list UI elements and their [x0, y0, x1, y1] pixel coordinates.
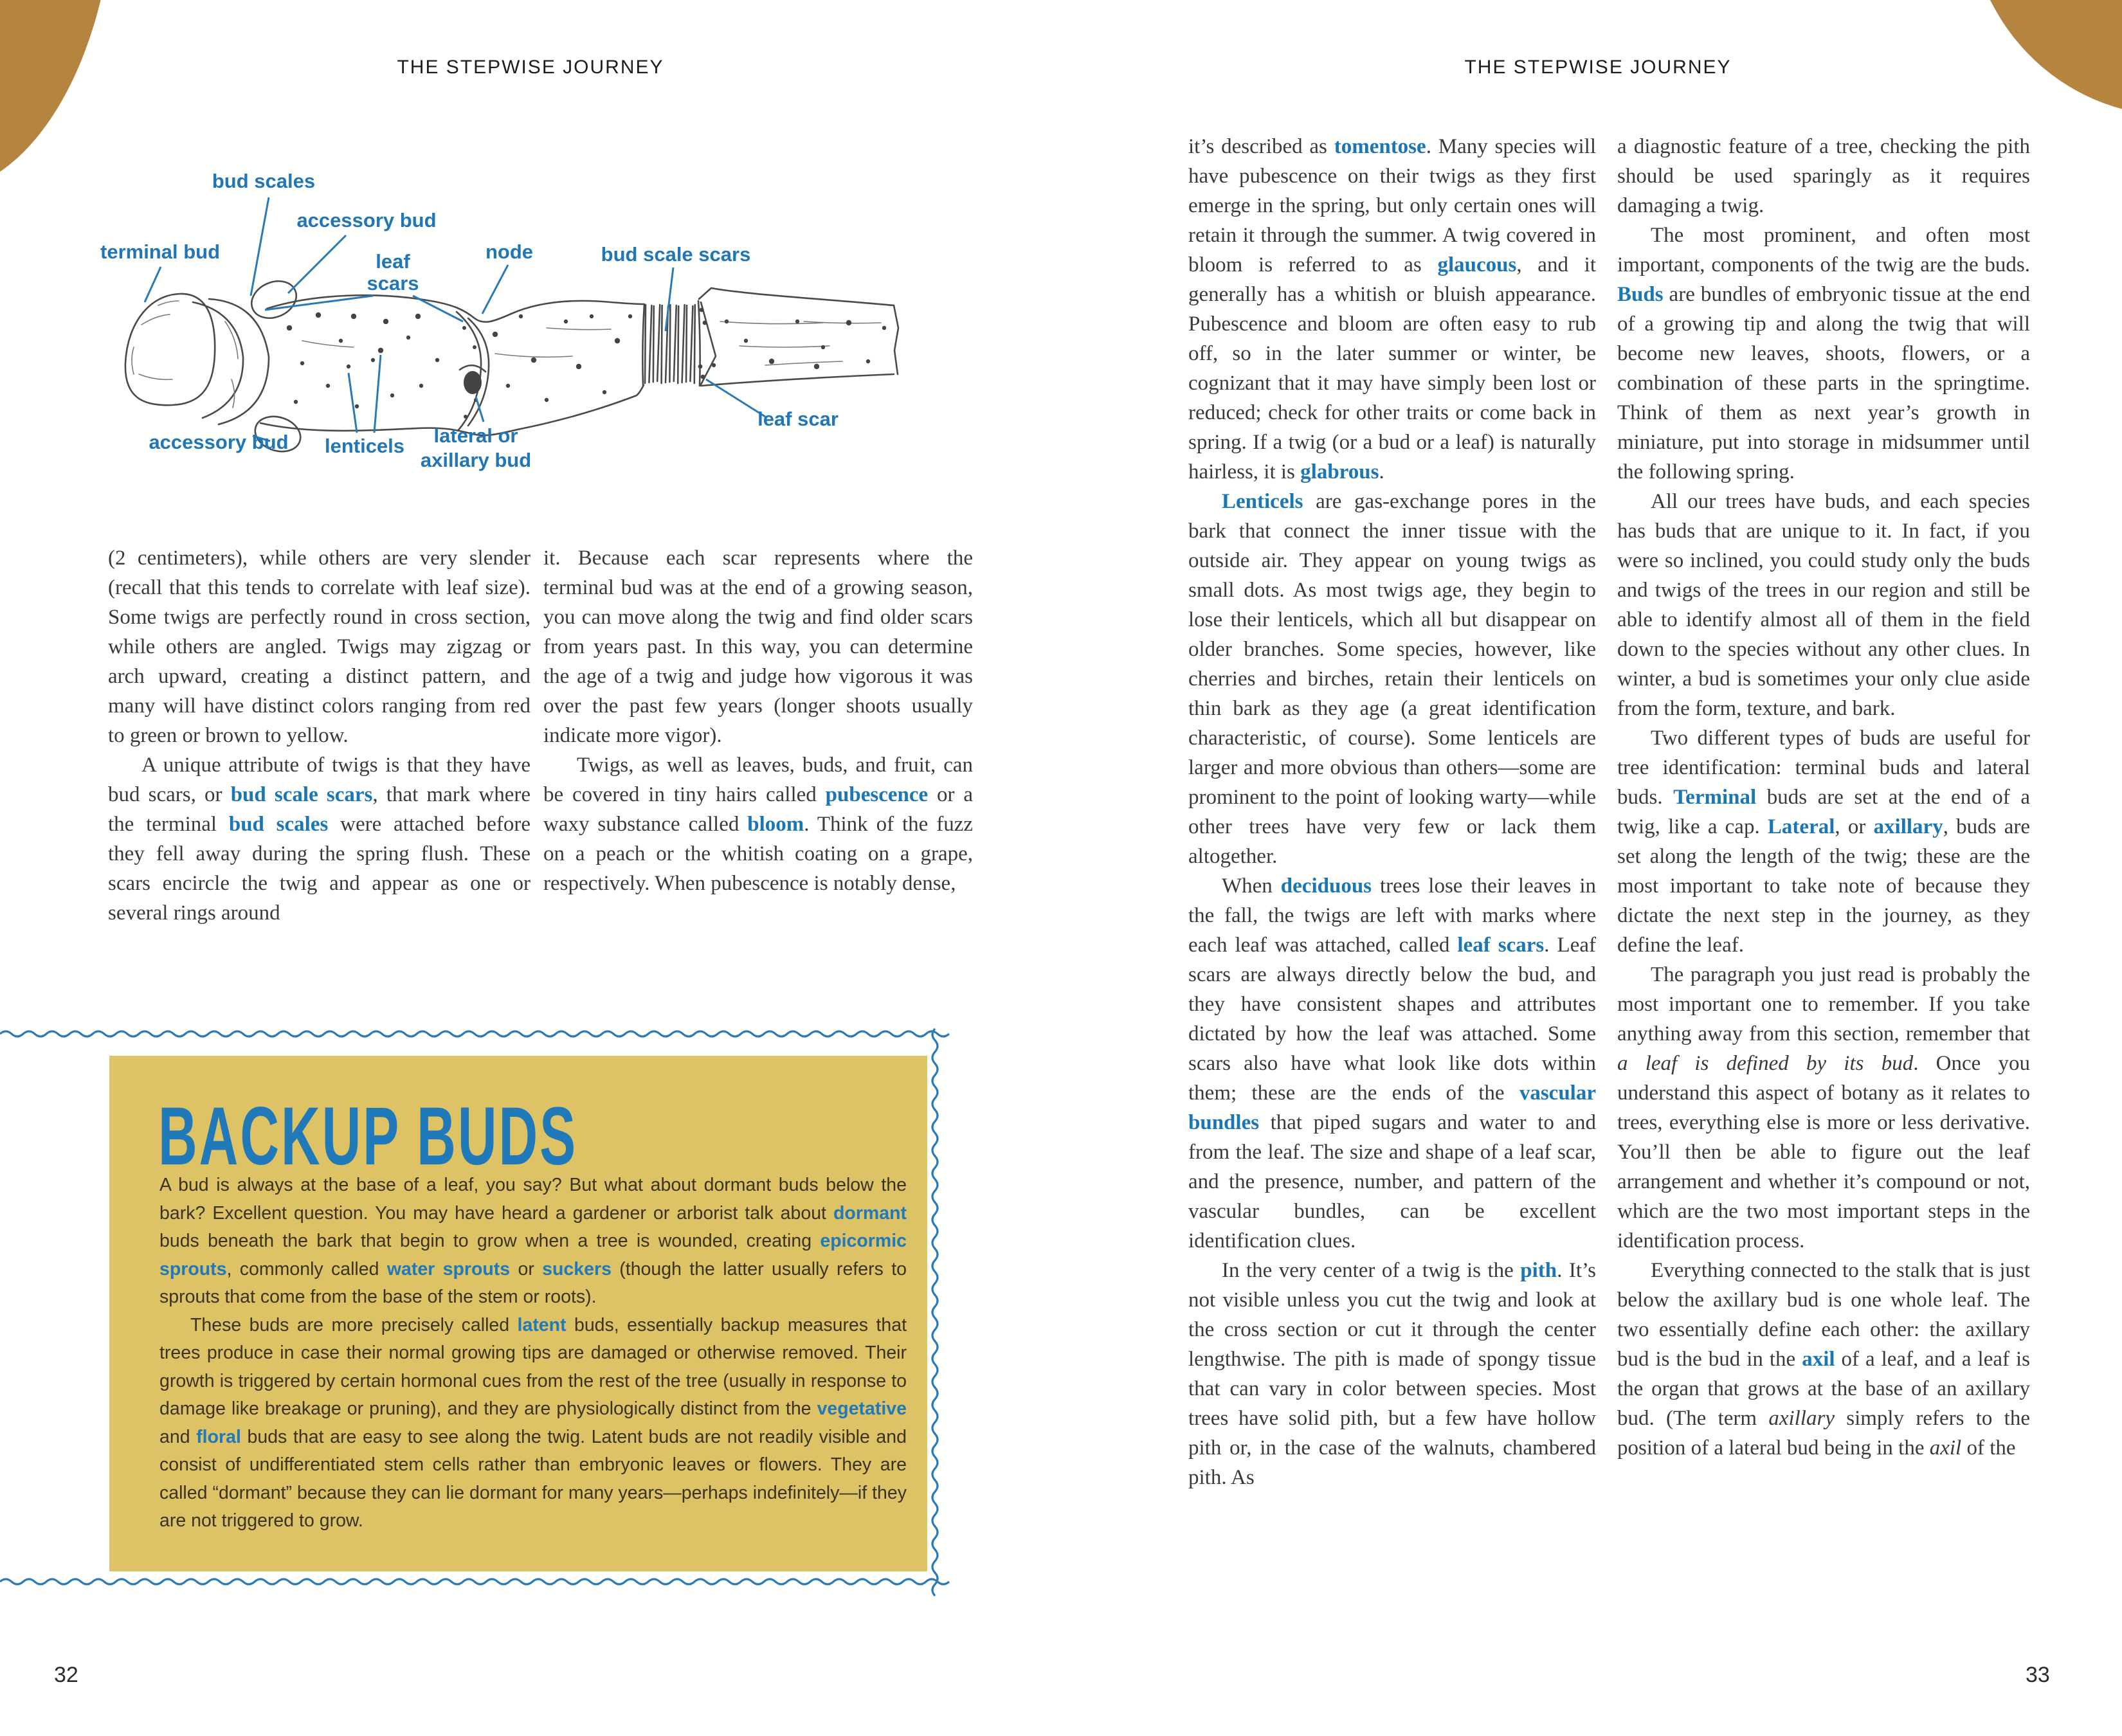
- diagram-label-bud-scale-scars: bud scale scars: [601, 243, 751, 266]
- running-head-left: THE STEPWISE JOURNEY: [397, 57, 664, 78]
- backup-buds-text: A bud is always at the base of a leaf, you say? But what about dormant buds below the bark? Excellent question. You may have heard a gardener or arborist talk about dormant buds beneath the bark that begin to grow when a tree is wounded, creating epicormic sprouts, commonly called water sprouts or suckers (though the latter usually refers to sprouts that come from the base of the stem or roots). These buds are more precisely called latent buds, essentially backup measures that trees produce in case their normal growing tips are damaged or otherwise removed. Their growth is triggered by certain hormonal cues from the rest of the tree (usually in response to damage like breakage or pruning), and they are physiologically distinct from the vegetative and floral buds that are easy to see along the twig. Latent buds are not readily visible and consist of undifferentiated stem cells rather than embryonic leaves or flowers. They are called “dormant” because they can lie dormant for many years—perhaps indefinitely—if they are not triggered to grow.: [159, 1175, 907, 1531]
- left-page-column-2: it. Because each scar represents where the terminal bud was at the end of a growing season, you can move along the twig and find older scars from years past. In this way, you can determine the age of a twig and judge how vigorous it was over the past few years (longer shoots usually indicate more vigor). Twigs, as well as leaves, buds, and fruit, can be covered in tiny hairs called pubescence or a waxy substance called bloom. Think of the fuzz on a peach or the whitish coating on a grape, respectively. When pubescence is notably dense,: [543, 547, 973, 895]
- corner-ornament-top-right: [1968, 0, 2122, 116]
- diagram-label-terminal-bud: terminal bud: [100, 240, 221, 263]
- page-number-right: 33: [2026, 1663, 2050, 1687]
- diagram-label-leaf-scars-1: leaf: [376, 250, 410, 273]
- diagram-label-node: node: [485, 240, 534, 263]
- diagram-label-accessory-bud-bottom: accessory bud: [149, 431, 289, 453]
- diagram-label-lateral-1: lateral or: [433, 424, 518, 447]
- diagram-label-accessory-bud-top: accessory bud: [296, 209, 437, 231]
- left-page-column-1: (2 centimeters), while others are very slender (recall that this tends to correlate with leaf size). Some twigs are perfectly round in cross section, while others are angled. Twigs may zigzag or arch upward, creating a distinct pattern, and many will have distinct colors ranging from red to green or brown to yellow. A unique attribute of twigs is that they have bud scars, or bud scale scars, that mark where the terminal bud scales were attached before they fell away during the spring flush. These scars encircle the twig and appear as one or several rings around: [108, 547, 530, 925]
- backup-buds-title: BACKUP BUDS: [158, 1090, 578, 1182]
- diagram-label-leaf-scars-2: scars: [367, 272, 419, 294]
- twig-diagram: [96, 109, 997, 508]
- box-wavy-border-top: [0, 1029, 943, 1045]
- box-wavy-border-bottom: [0, 1577, 943, 1593]
- diagram-label-lateral-2: axillary bud: [420, 449, 532, 471]
- right-page-column-2: a diagnostic feature of a tree, checking the pith should be used sparingly as it requires damaging a twig. The most prominent, and often most important, components of the twig are the buds. Buds are bundles of embryonic tissue at the end of a growing tip and along the twig that will become new leaves, shoots, flowers, or a combination of these parts in the springtime. Think of them as next year’s growth in miniature, put into storage in midsummer until the following spring. All our trees have buds, and each species has buds that are unique to it. In fact, if you were so inclined, you could study only the buds and twigs of the trees in our region and still be able to identify almost all of them in the field down to the species without any other clues. In winter, a bud is sometimes your only clue aside from the form, texture, and bark. Two different types of buds are useful for tree identification: terminal buds and lateral buds. Terminal buds are set at the end of a twig, like a cap. Lateral, or axillary, buds are set along the length of the twig; these are the most important to take note of because they dictate the next step in the journey, as they define the leaf. The paragraph you just read is probably the most important one to remember. If you take anything away from this section, remember that a leaf is defined by its bud. Once you understand this aspect of botany as it relates to trees, everything else is more or less derivative. You’ll then be able to figure out the leaf arrangement and whether it’s compound or not, which are the two most important steps in the identification process. Everything connected to the stalk that is just below the axillary bud is one whole leaf. The two essentially define each other: the axillary bud is the bud in the axil of a leaf, and a leaf is the organ that grows at the base of an axillary bud. (The term axillary simply refers to the position of a lateral bud being in the axil of the: [1617, 135, 2030, 1460]
- right-page-column-1: it’s described as tomentose. Many species will have pubescence on their twigs as they first emerge in the spring, but only certain ones will retain it through the summer. A twig covered in bloom is referred to as glaucous, and it generally has a whitish or bluish appearance. Pubescence and bloom are often easy to rub off, so in the later summer or winter, be cognizant that it may have simply been lost or reduced; check for other traits or come back in spring. If a twig (or a bud or a leaf) is naturally hairless, it is glabrous. Lenticels are gas-exchange pores in the bark that connect the inner tissue with the outside air. They appear on young twigs as small dots. As most twigs age, they begin to lose their lenticels, which all but disappear on older branches. Some species, however, like cherries and birches, retain their lenticels on thin bark as they age (a great identification characteristic, of course). Some lenticels are larger and more obvious than others—some are prominent to the point of looking warty—while other trees have very few or lack them altogether. When deciduous trees lose their leaves in the fall, the twigs are left with marks where each leaf was attached, called leaf scars. Leaf scars are always directly below the bud, and they have consistent shapes and attributes dictated by how the leaf was attached. Some scars also have what look like dots within them; these are the ends of the vascular bundles that piped sugars and water to and from the leaf. The size and shape of a leaf scar, and the presence, number, and pattern of the vascular bundles, can be excellent identification clues. In the very center of a twig is the pith. It’s not visible unless you cut the twig and look at the cross section or cut it through the center lengthwise. The pith is made of spongy tissue that can vary in color between species. Most trees have solid pith, but a few have hollow pith or, in the case of the walnuts, chambered pith. As: [1188, 135, 1596, 1489]
- running-head-right: THE STEPWISE JOURNEY: [1464, 57, 1732, 78]
- diagram-leader-lines: [145, 197, 765, 441]
- page-number-left: 32: [54, 1663, 78, 1687]
- box-wavy-border-right: [930, 1029, 948, 1593]
- diagram-label-leaf-scar: leaf scar: [757, 408, 839, 430]
- diagram-label-lenticels: lenticels: [324, 435, 405, 457]
- diagram-label-bud-scales: bud scales: [212, 170, 316, 192]
